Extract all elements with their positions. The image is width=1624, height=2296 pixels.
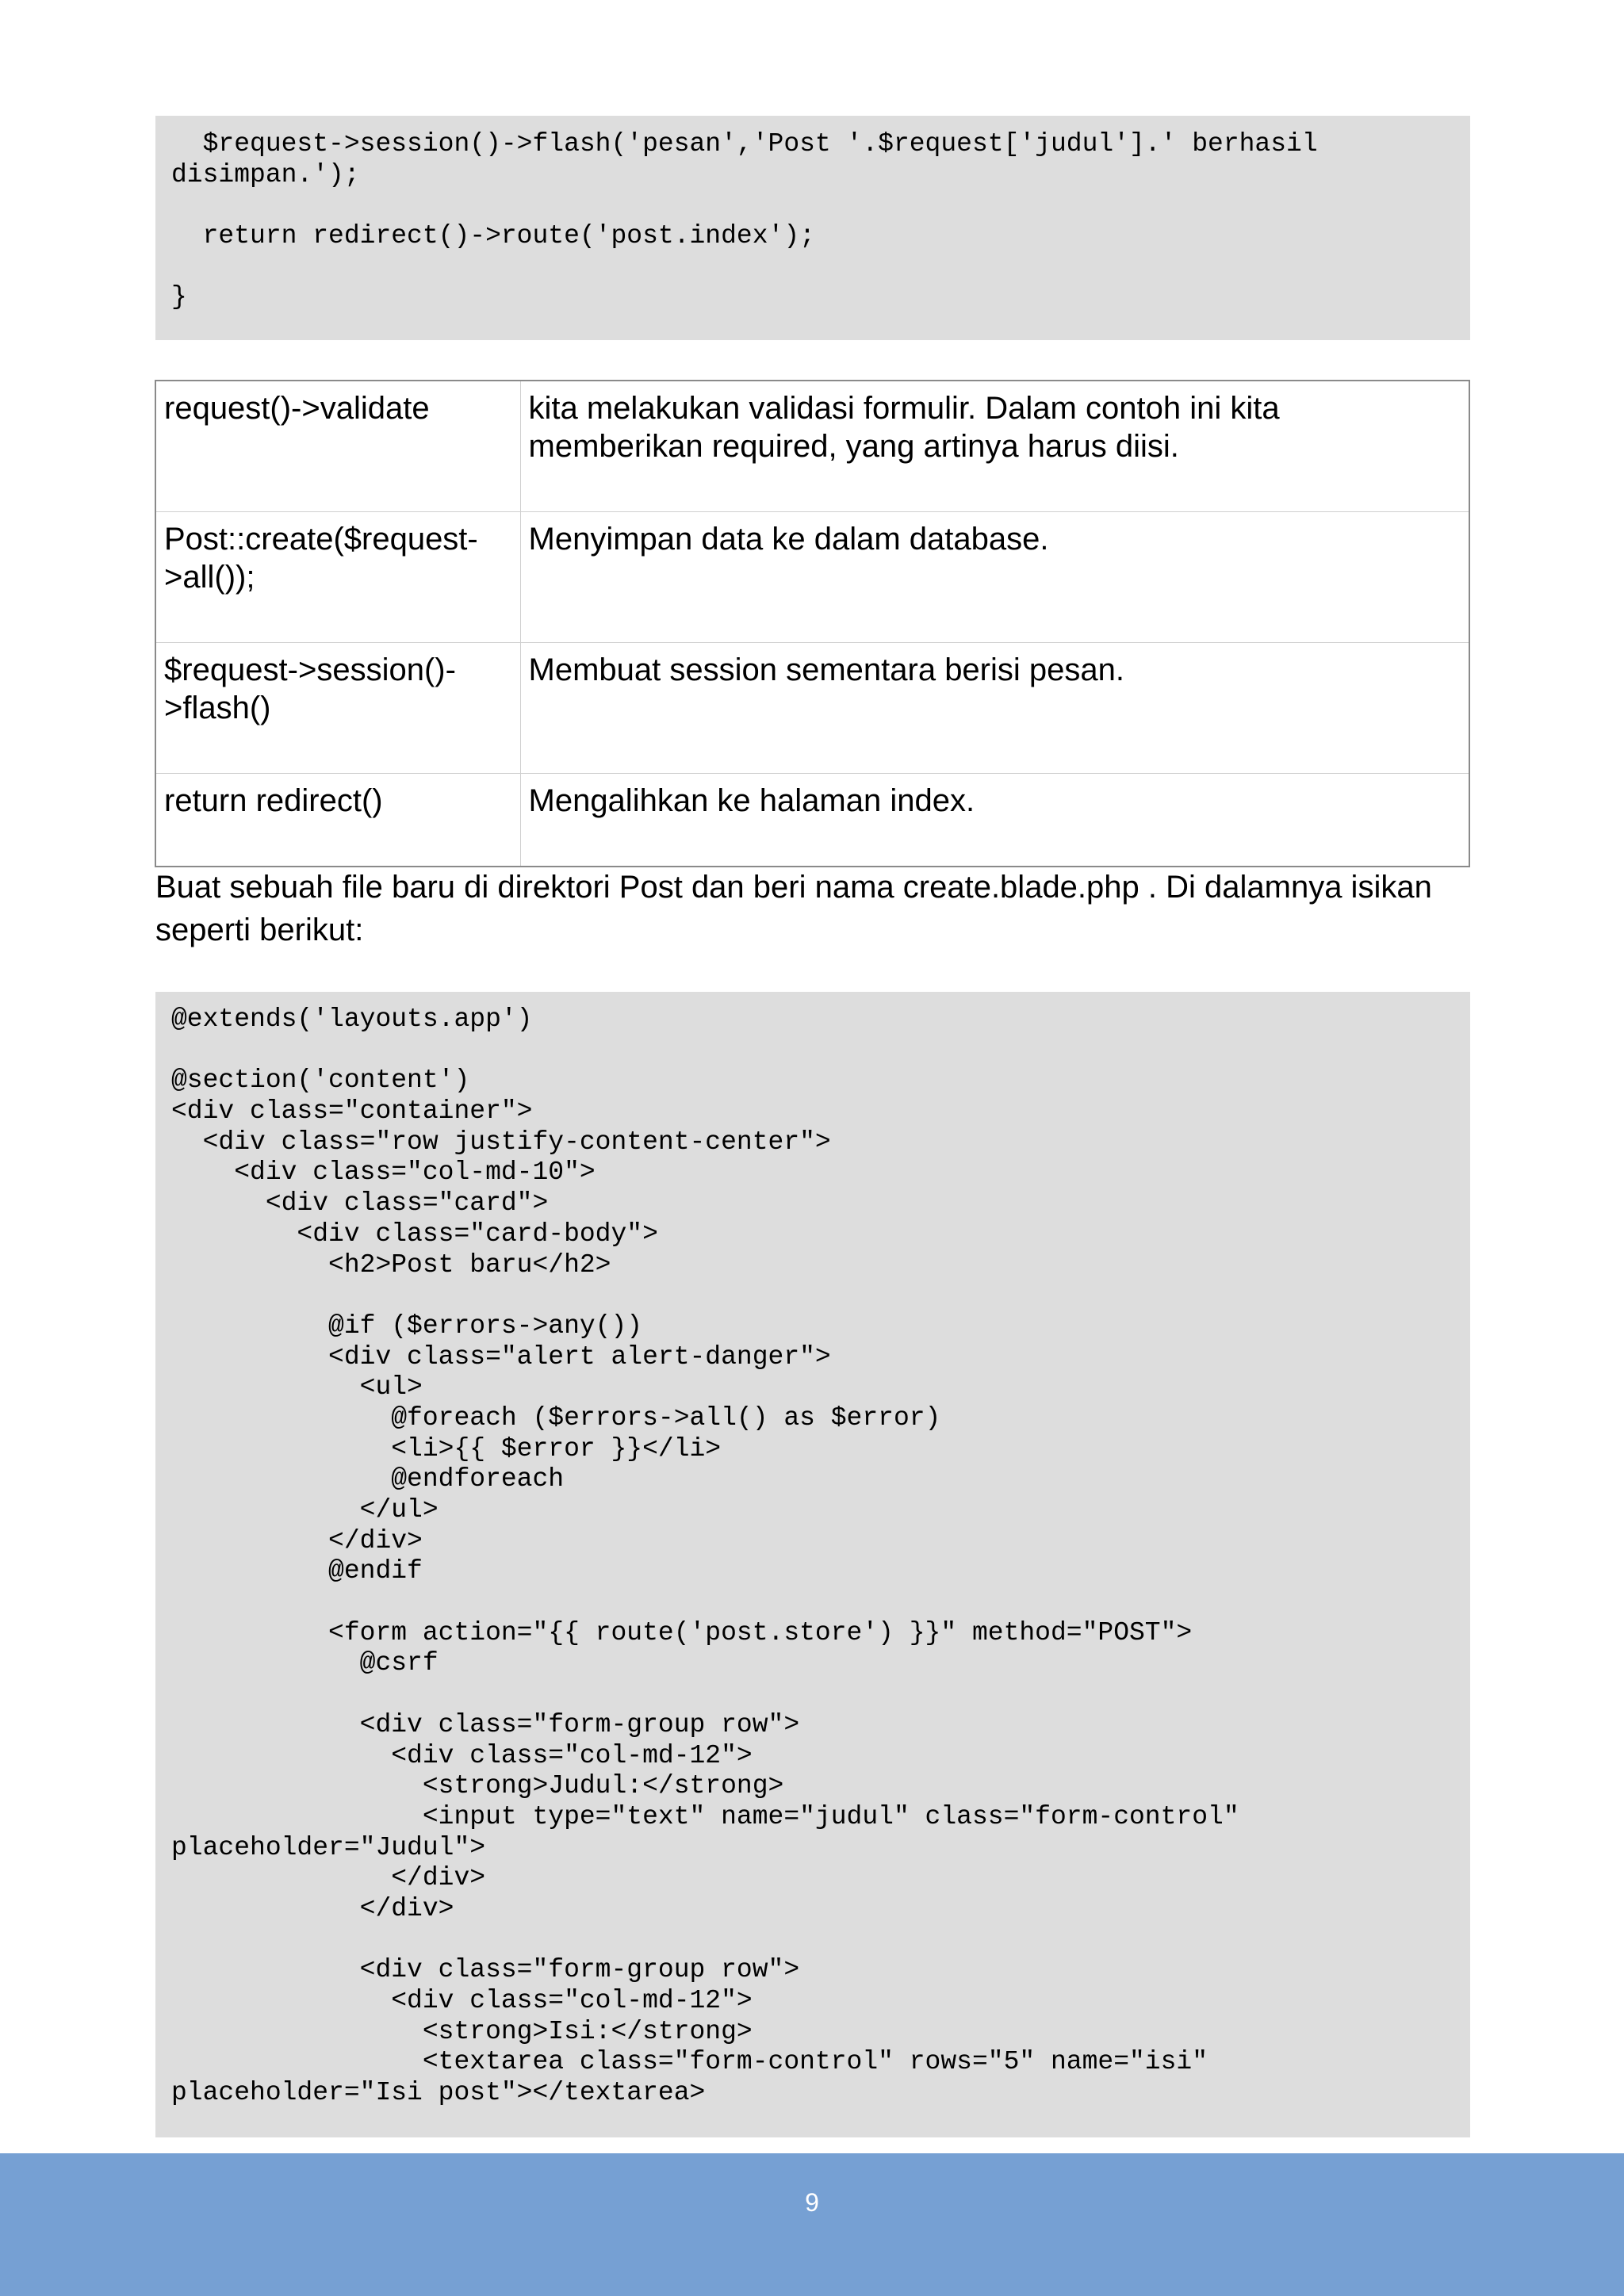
code-line: @endforeach: [171, 1464, 565, 1494]
code-line: <div class="col-md-12">: [171, 1986, 753, 2015]
code-line: <div class="form-group row">: [171, 1709, 800, 1739]
page-number: 9: [805, 2188, 819, 2217]
table-term-cell: $request->session()->flash(): [155, 642, 520, 773]
table-description-cell: Mengalihkan ke halaman index.: [520, 773, 1469, 867]
code-line: [171, 190, 1454, 221]
table-description-cell: kita melakukan validasi formulir. Dalam contoh ini kita memberikan required, yang artinya harus diisi.: [520, 381, 1469, 511]
code-line: <strong>Isi:</strong>: [171, 2016, 753, 2046]
code-line: <h2>Post baru</h2>: [171, 1249, 611, 1280]
code-line: <div class="col-md-10">: [171, 1158, 596, 1188]
code-line: [171, 1679, 1454, 1710]
code-line: [171, 1587, 1454, 1618]
code-line: <input type="text" name="judul" class="form-control": [171, 1801, 1239, 1831]
code-line: <div class="form-group row">: [171, 1955, 800, 1985]
code-line: <li>{{ $error }}</li>: [171, 1433, 722, 1464]
table-row: [155, 511, 1469, 642]
code-line: $request->session()->flash('pesan','Post '.$request['judul'].' berhasil: [171, 129, 1318, 159]
table-term-cell: Post::create($request->all());: [155, 511, 520, 642]
code-line: @section('content'): [171, 1066, 470, 1096]
code-line: placeholder="Judul">: [171, 1832, 486, 1862]
code-line: @if ($errors->any()): [171, 1311, 643, 1341]
code-line: </div>: [171, 1525, 423, 1556]
code-line: @extends('layouts.app'): [171, 1004, 533, 1034]
code-line: <div class="card-body">: [171, 1219, 658, 1249]
table-row: [155, 642, 1469, 773]
table-description-cell: Membuat session sementara berisi pesan.: [520, 642, 1469, 773]
code-line: return redirect()->route('post.index');: [171, 221, 815, 251]
table-description-cell: Menyimpan data ke dalam database.: [520, 511, 1469, 642]
code-line: @csrf: [171, 1648, 439, 1678]
code-line: <div class="row justify-content-center">: [171, 1127, 831, 1157]
page-footer: [0, 2153, 1624, 2296]
code-block-bottom: [155, 992, 1470, 2137]
code-line: disimpan.');: [171, 159, 360, 189]
code-line: @foreach ($errors->all() as $error): [171, 1402, 941, 1433]
code-line: <div class="card">: [171, 1188, 549, 1219]
code-line: <div class="col-md-12">: [171, 1740, 753, 1770]
code-line: <strong>Judul:</strong>: [171, 1771, 784, 1801]
code-line: <form action="{{ route('post.store') }}" method="POST">: [171, 1617, 1193, 1647]
code-line: <textarea class="form-control" rows="5" name="isi": [171, 2047, 1208, 2077]
explanation-table: [155, 380, 1470, 867]
code-line: <div class="alert alert-danger">: [171, 1341, 831, 1372]
code-line: [171, 252, 1454, 283]
code-line: placeholder="Isi post"></textarea>: [171, 2078, 706, 2108]
code-line: </ul>: [171, 1495, 439, 1525]
code-line: </div>: [171, 1863, 486, 1893]
code-line: <div class="container">: [171, 1096, 533, 1127]
code-line: [171, 1925, 1454, 1956]
code-line: @endif: [171, 1556, 423, 1586]
table-row: [155, 773, 1469, 867]
table-term-cell: request()->validate: [155, 381, 520, 511]
table-row: [155, 381, 1469, 511]
body-paragraph: Buat sebuah file baru di direktori Post dan beri nama create.blade.php . Di dalamnya isikan seperti berikut:: [155, 870, 1432, 947]
code-line: }: [171, 282, 187, 312]
code-line: <ul>: [171, 1372, 423, 1402]
code-block-top: [155, 116, 1470, 340]
code-line: [171, 1035, 1454, 1066]
code-line: [171, 1280, 1454, 1311]
code-line: </div>: [171, 1893, 454, 1923]
table-term-cell: return redirect(): [155, 773, 520, 867]
